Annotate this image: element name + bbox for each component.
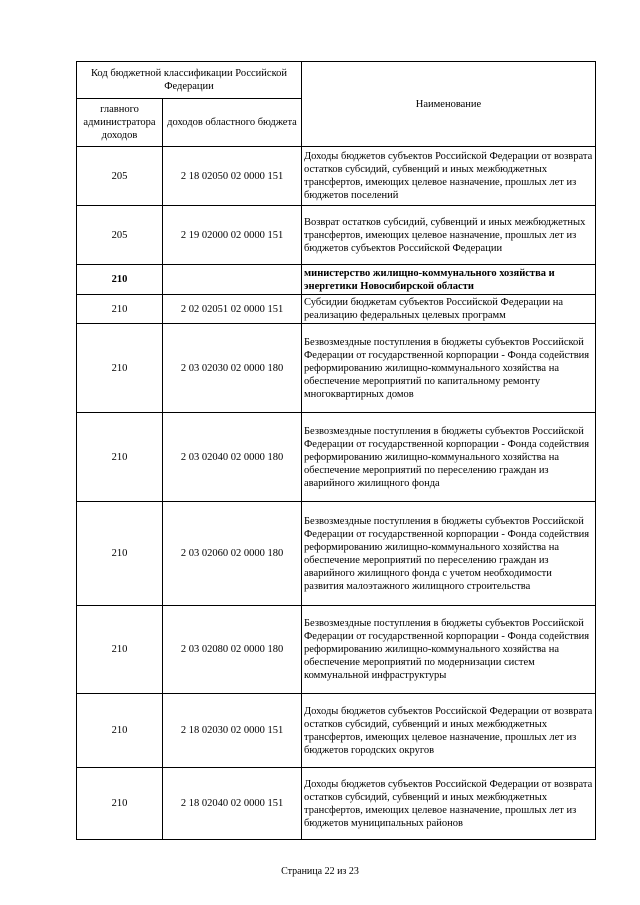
budget-classification-table bbox=[76, 61, 596, 840]
income-code-cell: 2 18 02040 02 0000 151 bbox=[163, 768, 302, 840]
admin-code-cell: 210 bbox=[77, 295, 163, 324]
name-cell: Доходы бюджетов субъектов Российской Федерации от возврата остатков субсидий, субвенций и иных межбюджетных трансфертов, имеющих целевое назначение, прошлых лет из бюджетов поселений bbox=[302, 147, 596, 206]
name-cell: Безвозмездные поступления в бюджеты субъектов Российской Федерации от государственной корпорации - Фонда содействия реформированию жилищно-коммунального хозяйства на обеспечение мероприятий по переселению граждан из аварийного жилищного фонда bbox=[302, 413, 596, 502]
admin-code-cell: 210 bbox=[77, 768, 163, 840]
table-row bbox=[77, 502, 596, 606]
admin-code-cell: 210 bbox=[77, 606, 163, 694]
income-code-cell: 2 03 02040 02 0000 180 bbox=[163, 413, 302, 502]
income-code-cell: 2 02 02051 02 0000 151 bbox=[163, 295, 302, 324]
admin-code-cell: 205 bbox=[77, 147, 163, 206]
table-row bbox=[77, 413, 596, 502]
table-row-section bbox=[77, 265, 596, 295]
table-row bbox=[77, 295, 596, 324]
income-code-cell: 2 18 02030 02 0000 151 bbox=[163, 694, 302, 768]
name-cell: Доходы бюджетов субъектов Российской Федерации от возврата остатков субсидий, субвенций и иных межбюджетных трансфертов, имеющих целевое назначение, прошлых лет из бюджетов муниципальных районов bbox=[302, 768, 596, 840]
page-number: Страница 22 из 23 bbox=[281, 866, 359, 877]
header-admin-cell: главного администратора доходов bbox=[77, 99, 163, 147]
admin-code-cell: 210 bbox=[77, 265, 163, 295]
name-cell: Безвозмездные поступления в бюджеты субъектов Российской Федерации от государственной корпорации - Фонда содействия реформированию жилищно-коммунального хозяйства на обеспечение мероприятий по модернизации систем коммунальной инфраструктуры bbox=[302, 606, 596, 694]
income-code-cell: 2 19 02000 02 0000 151 bbox=[163, 206, 302, 265]
name-cell: Субсидии бюджетам субъектов Российской Федерации на реализацию федеральных целевых программ bbox=[302, 295, 596, 324]
table-row bbox=[77, 768, 596, 840]
admin-code-cell: 210 bbox=[77, 502, 163, 606]
admin-code-cell: 210 bbox=[77, 324, 163, 413]
admin-code-cell: 210 bbox=[77, 413, 163, 502]
header-name-cell: Наименование bbox=[302, 62, 596, 147]
name-cell: Безвозмездные поступления в бюджеты субъектов Российской Федерации от государственной корпорации - Фонда содействия реформированию жилищно-коммунального хозяйства на обеспечение мероприятий по переселению граждан из аварийного жилищного фонда с учетом необходимости развития малоэтажного жилищного строительства bbox=[302, 502, 596, 606]
income-code-cell: 2 03 02060 02 0000 180 bbox=[163, 502, 302, 606]
name-cell: Возврат остатков субсидий, субвенций и иных межбюджетных трансфертов, имеющих целевое назначение, прошлых лет из бюджетов субъектов Российской Федерации bbox=[302, 206, 596, 265]
name-cell: Безвозмездные поступления в бюджеты субъектов Российской Федерации от государственной корпорации - Фонда содействия реформированию жилищно-коммунального хозяйства на обеспечение мероприятий по капитальному ремонту многоквартирных домов bbox=[302, 324, 596, 413]
table-row bbox=[77, 147, 596, 206]
name-cell: Доходы бюджетов субъектов Российской Федерации от возврата остатков субсидий, субвенций и иных межбюджетных трансфертов, имеющих целевое назначение, прошлых лет из бюджетов городских округов bbox=[302, 694, 596, 768]
admin-code-cell: 205 bbox=[77, 206, 163, 265]
header-group-cell: Код бюджетной классификации Российской Федерации bbox=[77, 62, 302, 99]
table-row bbox=[77, 606, 596, 694]
table-row bbox=[77, 324, 596, 413]
income-code-cell bbox=[163, 265, 302, 295]
income-code-cell: 2 03 02030 02 0000 180 bbox=[163, 324, 302, 413]
header-income-cell: доходов областного бюджета bbox=[163, 99, 302, 147]
table-row bbox=[77, 694, 596, 768]
income-code-cell: 2 03 02080 02 0000 180 bbox=[163, 606, 302, 694]
admin-code-cell: 210 bbox=[77, 694, 163, 768]
table-row bbox=[77, 206, 596, 265]
name-cell: министерство жилищно-коммунального хозяйства и энергетики Новосибирской области bbox=[302, 265, 596, 295]
income-code-cell: 2 18 02050 02 0000 151 bbox=[163, 147, 302, 206]
